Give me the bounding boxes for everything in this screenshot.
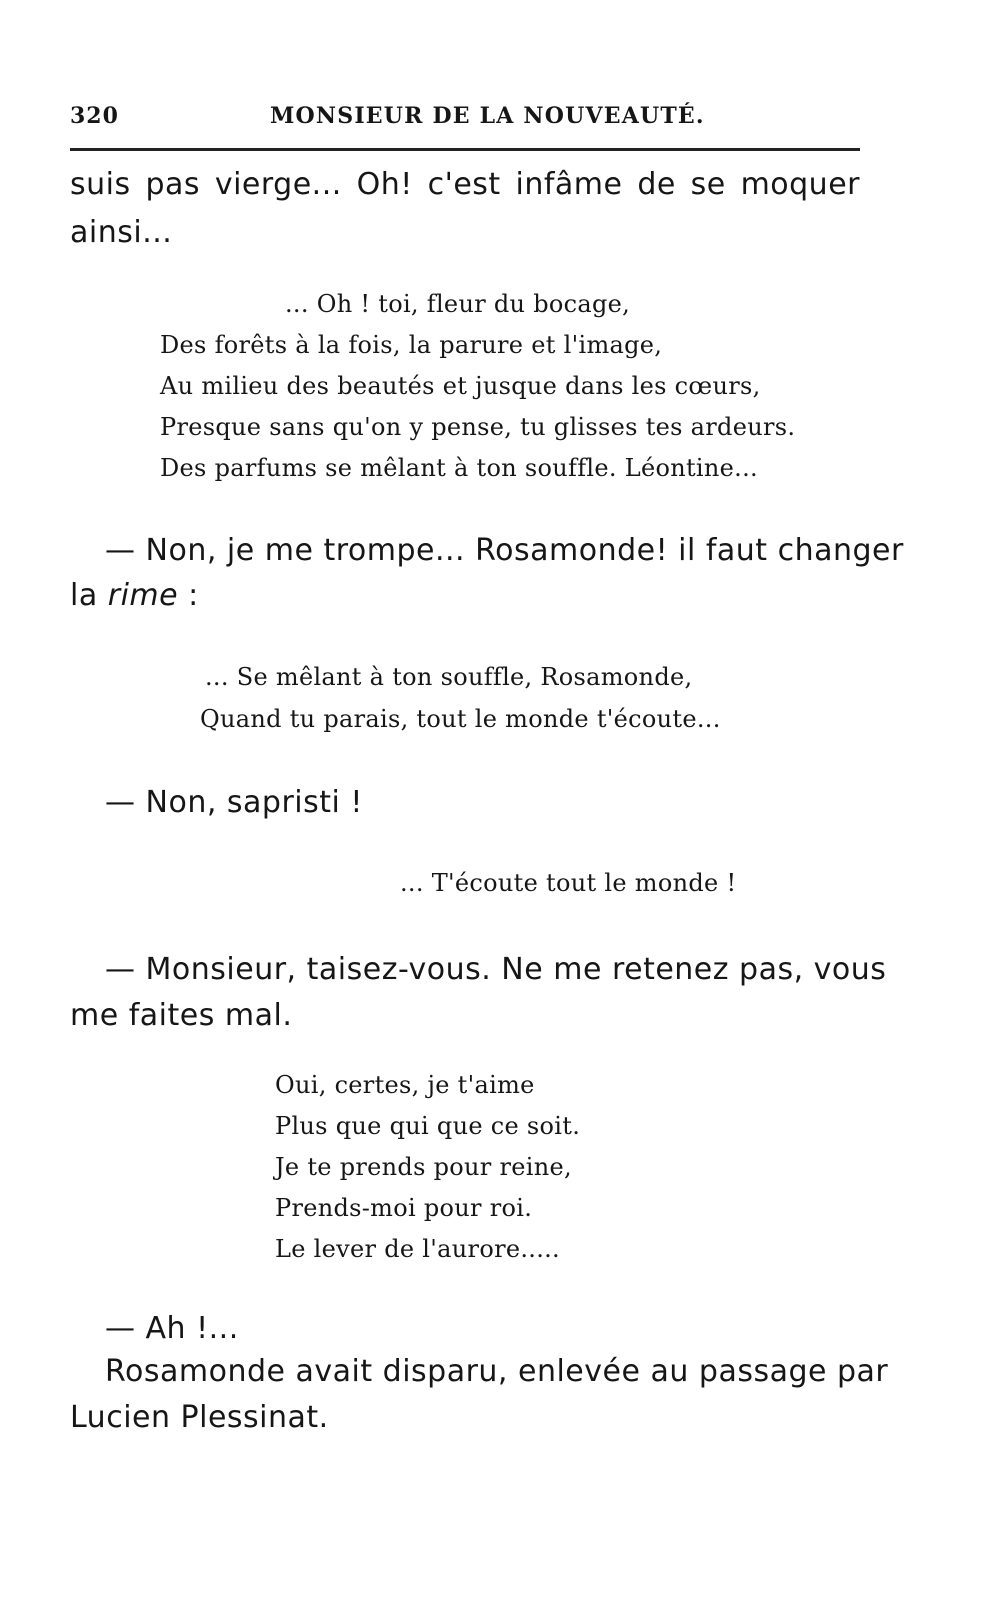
page-number: 320: [70, 103, 119, 129]
paragraph-2-suffix: :: [178, 578, 199, 613]
paragraph-1-line-1: suis pas vierge... Oh! c'est infâme de se moquer: [70, 167, 860, 202]
verse-1-line-3: Au milieu des beautés et jusque dans les cœurs,: [160, 372, 761, 400]
paragraph-6-line-1: Rosamonde avait disparu, enlevée au passage par: [105, 1354, 889, 1389]
header-rule: [70, 148, 860, 151]
paragraph-4-line-1: — Monsieur, taisez-vous. Ne me retenez pas, vous: [105, 952, 887, 987]
italic-word: rime: [107, 578, 179, 613]
running-title: MONSIEUR DE LA NOUVEAUTÉ.: [270, 103, 705, 129]
verse-3-line-1: ... T'écoute tout le monde !: [400, 869, 737, 897]
verse-1-line-5: Des parfums se mêlant à ton souffle. Léontine...: [160, 454, 758, 482]
verse-2-line-2: Quand tu parais, tout le monde t'écoute...: [200, 705, 721, 733]
paragraph-2-line-1: — Non, je me trompe... Rosamonde! il faut changer: [105, 533, 904, 568]
paragraph-3: — Non, sapristi !: [105, 785, 363, 820]
verse-4-line-2: Plus que qui que ce soit.: [275, 1112, 581, 1140]
verse-1-line-4: Presque sans qu'on y pense, tu glisses tes ardeurs.: [160, 413, 796, 441]
paragraph-2-prefix: la: [70, 578, 108, 613]
paragraph-1-line-2: ainsi...: [70, 215, 173, 250]
paragraph-2-line-2: [70, 578, 199, 613]
verse-2-line-1: ... Se mêlant à ton souffle, Rosamonde,: [205, 663, 693, 691]
verse-1-line-1: ... Oh ! toi, fleur du bocage,: [285, 290, 631, 318]
verse-4-line-1: Oui, certes, je t'aime: [275, 1071, 535, 1099]
paragraph-4-line-2: me faites mal.: [70, 998, 293, 1033]
verse-4-line-3: Je te prends pour reine,: [275, 1153, 572, 1181]
verse-1-line-2: Des forêts à la fois, la parure et l'image,: [160, 331, 663, 359]
paragraph-5: — Ah !...: [105, 1311, 239, 1346]
paragraph-6-line-2: Lucien Plessinat.: [70, 1400, 329, 1435]
verse-4-line-4: Prends-moi pour roi.: [275, 1194, 533, 1222]
verse-4-line-5: Le lever de l'aurore.....: [275, 1235, 560, 1263]
